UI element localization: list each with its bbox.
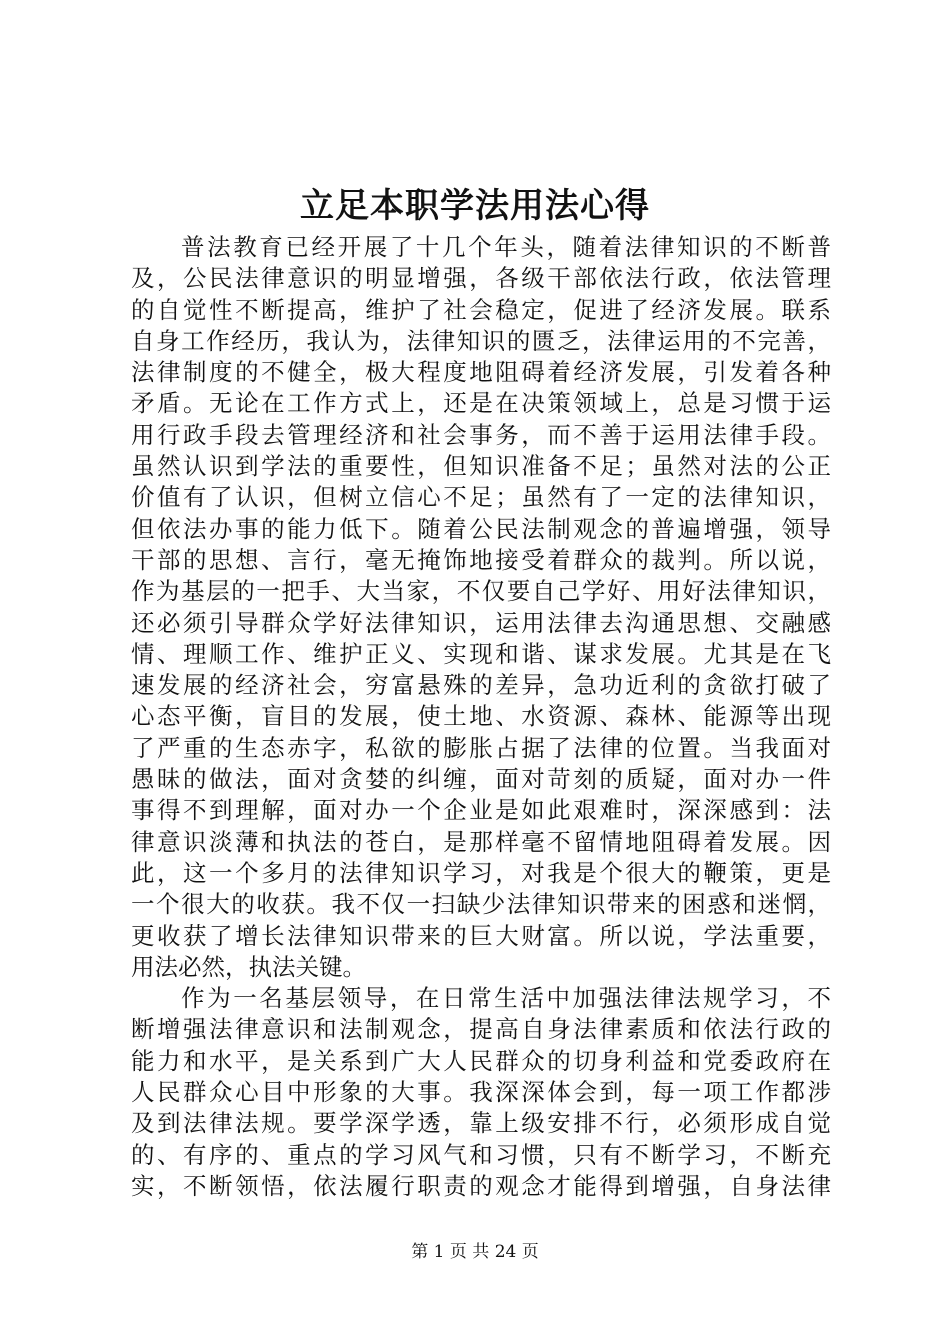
text-line: 情、理顺工作、维护正义、实现和谐、谋求发展。尤其是在飞	[131, 639, 831, 668]
text-line: 价值有了认识，但树立信心不足；虽然有了一定的法律知识，	[131, 483, 831, 512]
text-line: 更收获了增长法律知识带来的巨大财富。所以说，学法重要，	[131, 921, 831, 950]
text-line: 但依法办事的能力低下。随着公民法制观念的普遍增强，领导	[131, 514, 831, 543]
text-line: 的自觉性不断提高，维护了社会稳定，促进了经济发展。联系	[131, 295, 831, 324]
document-title: 立足本职学法用法心得	[300, 186, 650, 226]
text-line: 及，公民法律意识的明显增强，各级干部依法行政，依法管理	[131, 264, 831, 293]
text-line: 自身工作经历，我认为，法律知识的匮乏，法律运用的不完善，	[131, 326, 831, 355]
text-line: 实，不断领悟，依法履行职责的观念才能得到增强，自身法律	[131, 1171, 831, 1200]
text-line: 了严重的生态赤字，私欲的膨胀占据了法律的位置。当我面对	[131, 733, 831, 762]
text-line: 法律制度的不健全，极大程度地阻碍着经济发展，引发着各种	[131, 358, 831, 387]
text-line: 愚昧的做法，面对贪婪的纠缠，面对苛刻的质疑，面对办一件	[131, 765, 831, 794]
document-body	[131, 232, 831, 1202]
text-line: 律意识淡薄和执法的苍白，是那样毫不留情地阻碍着发展。因	[131, 827, 831, 856]
text-line: 用行政手段去管理经济和社会事务，而不善于运用法律手段。	[131, 420, 831, 449]
text-line: 断增强法律意识和法制观念，提高自身法律素质和依法行政的	[131, 1015, 831, 1044]
text-line: 作为一名基层领导，在日常生活中加强法律法规学习，不	[181, 984, 831, 1013]
text-line: 矛盾。无论在工作方式上，还是在决策领域上，总是习惯于运	[131, 389, 831, 418]
page-footer: 第 1 页 共 24 页	[411, 1242, 539, 1262]
text-line: 事得不到理解，面对办一个企业是如此艰难时，深深感到：法	[131, 796, 831, 825]
text-line: 及到法律法规。要学深学透，靠上级安排不行，必须形成自觉	[131, 1109, 831, 1138]
paragraph	[131, 983, 831, 1202]
text-line: 普法教育已经开展了十几个年头，随着法律知识的不断普	[181, 233, 831, 261]
text-line: 的、有序的、重点的学习风气和习惯，只有不断学习，不断充	[131, 1140, 831, 1169]
text-line: 人民群众心目中形象的大事。我深深体会到，每一项工作都涉	[131, 1078, 831, 1107]
paragraph	[131, 232, 831, 983]
text-line: 此，这一个多月的法律知识学习，对我是个很大的鞭策，更是	[131, 858, 831, 887]
text-line: 一个很大的收获。我不仅一扫缺少法律知识带来的困惑和迷惘，	[131, 890, 831, 919]
text-line: 用法必然，执法关键。	[131, 952, 366, 981]
text-line: 还必须引导群众学好法律知识，运用法律去沟通思想、交融感	[131, 608, 831, 637]
text-line: 虽然认识到学法的重要性，但知识准备不足；虽然对法的公正	[131, 452, 831, 481]
text-line: 能力和水平，是关系到广大人民群众的切身利益和党委政府在	[131, 1046, 831, 1075]
text-line: 速发展的经济社会，穷富悬殊的差异，急功近利的贪欲打破了	[131, 671, 831, 700]
text-line: 干部的思想、言行，毫无掩饰地接受着群众的裁判。所以说，	[131, 545, 831, 574]
text-line: 作为基层的一把手、大当家，不仅要自己学好、用好法律知识，	[131, 577, 831, 606]
text-line: 心态平衡，盲目的发展，使土地、水资源、森林、能源等出现	[131, 702, 831, 731]
